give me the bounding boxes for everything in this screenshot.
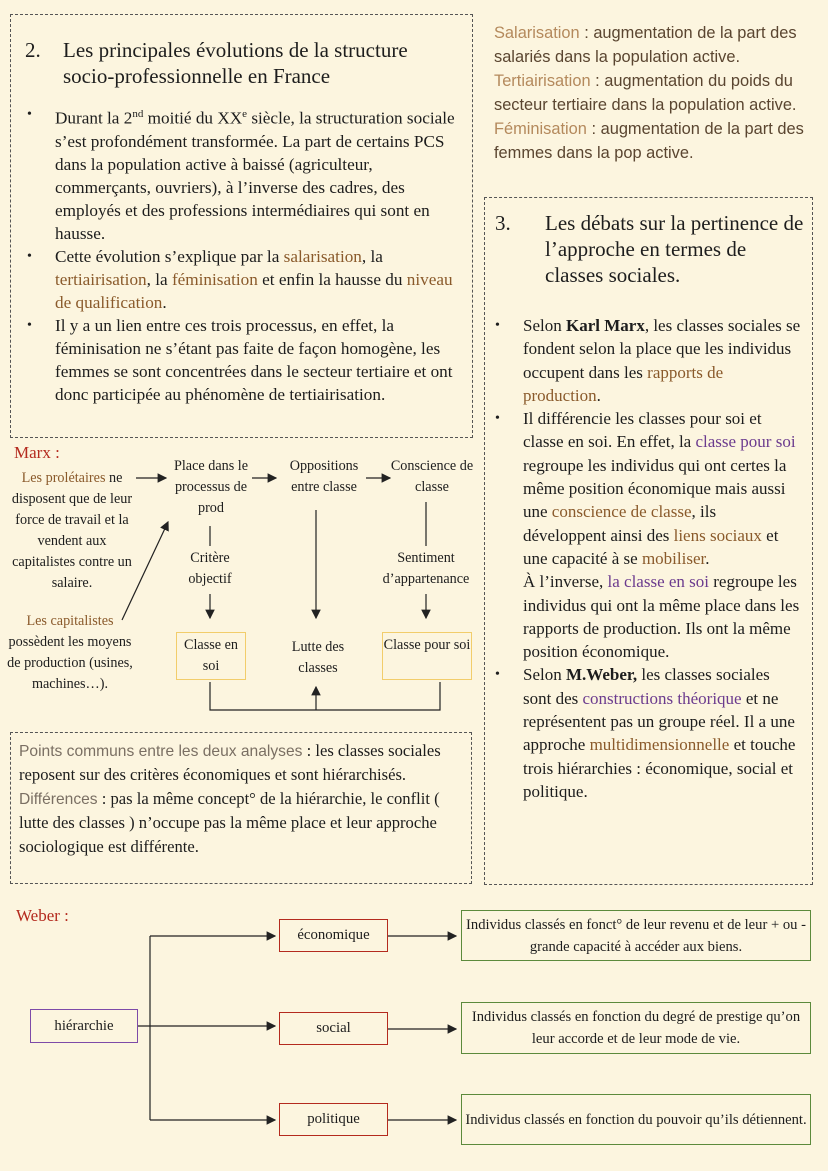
weber-desc-social: Individus classés en fonction du degré de prestige qu’on leur accorde et de leur mode de vie.: [461, 1002, 811, 1054]
weber-title: Weber :: [16, 906, 69, 925]
marx-classe-pour-soi: Classe pour soi: [383, 637, 471, 653]
section-3-bullet-classes: • Il différencie les classes pour soi et classe en soi. En effet, la classe pour soi regroupe les individus qui ont certes la même position économique mais aussi une conscience de classe, ils développent ainsi des liens sociaux et une capacité à se mobiliser. À l’inverse, la classe en soi regroupe les individus qui ont la même place dans les rapports de production. Ils ont la même position économique.: [493, 407, 801, 663]
section-2-bullet-3: • Il y a un lien entre ces trois processus, en effet, la féminisation ne s’étant pas faite de façon homogène, les femmes se sont concentrées dans le secteur tertiaire et ont donc participée au phénomène de tertiairisation.: [25, 314, 465, 406]
marx-capitalistes: Les capitalistes possèdent les moyens de production (usines, machines…).: [7, 613, 133, 692]
section-3-number: 3.: [495, 211, 511, 235]
marx-critere-objectif: Critère objectif: [188, 550, 232, 587]
section-2-number: 2.: [25, 38, 41, 62]
marx-lutte-des-classes: Lutte des classes: [291, 639, 345, 676]
comparison-box: [10, 732, 472, 884]
marx-sentiment: Sentiment d’appartenance: [382, 550, 470, 587]
marx-oppositions: Oppositions entre classe: [289, 458, 359, 495]
weber-desc-politique: Individus classés en fonction du pouvoir qu’ils détiennent.: [461, 1094, 811, 1145]
section-3-bullets: [493, 314, 801, 803]
comparison-text: [19, 739, 465, 858]
section-3-bullet-weber: • Selon M.Weber, les classes sociales sont des constructions théorique et ne représentent pas un groupe réel. Il a une approche multidimensionnelle et touche trois hiérarchies : économique, social et politique.: [493, 663, 801, 803]
comparison-differences: Différences : pas la même concept° de la hiérarchie, le conflit ( lutte des classes ) n’occupe pas la même place et leur approche sociologique est différente.: [19, 788, 440, 856]
section-3-bullet-marx: • Selon Karl Marx, les classes sociales se fondent selon la place que les individus occupent dans les rapports de production.: [493, 314, 801, 407]
section-2-box: [10, 14, 473, 438]
weber-arrows: [0, 890, 828, 1160]
comparison-common: Points communs entre les deux analyses : les classes sociales reposent sur des critères économiques et sont hiérarchisés.: [19, 741, 441, 785]
weber-desc-economique: Individus classés en fonct° de leur revenu et de leur + ou - grande capacité à accéder aux biens.: [461, 910, 811, 961]
definition-tertiairisation: Tertiairisation : augmentation du poids du secteur tertiaire dans la population active.: [494, 72, 797, 114]
section-2-bullet-1: • Durant la 2nd moitié du XXe siècle, la structuration sociale s’est profondément transformée. La part de certains PCS dans la population active à baissé (agriculteur, commerçants, ouvriers), à l’inverse des cadres, des employés et des professions intermédiaires qui sont en hausse.: [25, 103, 465, 245]
section-3-title: Les débats sur la pertinence de l’approche en termes de classes sociales.: [545, 211, 804, 287]
definition-feminisation: Féminisation : augmentation de la part des femmes dans la pop active.: [494, 120, 804, 162]
definitions: [494, 21, 814, 165]
weber-branch-politique: politique: [279, 1103, 388, 1136]
section-3-box: [484, 197, 813, 885]
marx-proletaires: Les prolétaires ne disposent que de leur force de travail et la vendent aux capitalistes contre un salaire.: [11, 470, 133, 591]
marx-arrows: [0, 430, 484, 730]
section-2-bullet-2: • Cette évolution s’explique par la salarisation, la tertiairisation, la féminisation et enfin la hausse du niveau de qualification.: [25, 245, 465, 314]
section-2-bullets: [25, 103, 465, 406]
marx-title: Marx :: [14, 443, 60, 462]
weber-branch-economique: économique: [279, 919, 388, 952]
section-2-title: Les principales évolutions de la structure socio-professionnelle en France: [63, 38, 408, 88]
weber-branch-social: social: [279, 1012, 388, 1045]
weber-root-hierarchie: hiérarchie: [30, 1009, 138, 1043]
marx-classe-en-soi: Classe en soi: [184, 637, 238, 674]
marx-place-processus: Place dans le processus de prod: [173, 458, 249, 516]
definition-salarisation: Salarisation : augmentation de la part des salariés dans la population active.: [494, 24, 797, 66]
marx-conscience: Conscience de classe: [390, 458, 474, 495]
